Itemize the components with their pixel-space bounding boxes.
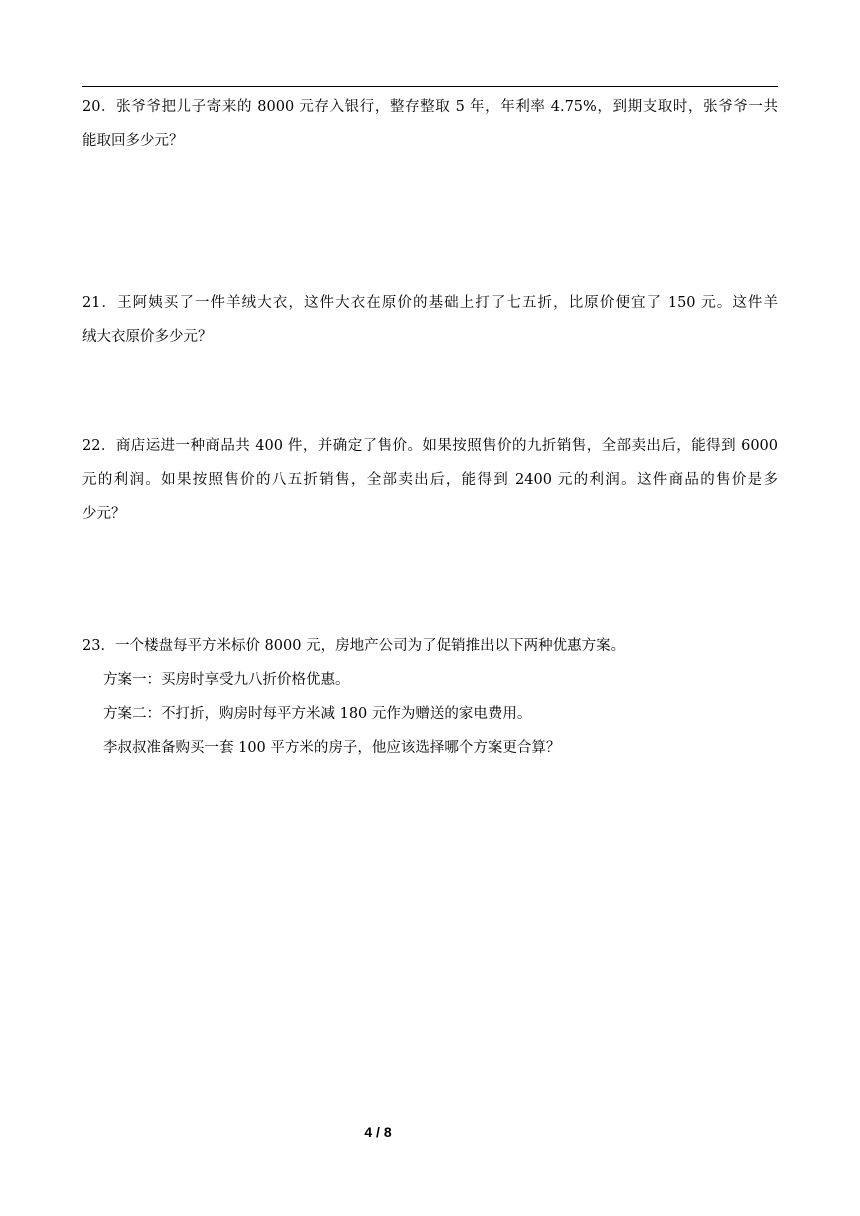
- question-23: [82, 629, 778, 765]
- question-20-line-1: 20．张爷爷把儿子寄来的 8000 元存入银行，整存整取 5 年，年利率 4.75%，到期支取时，张爷爷一共: [82, 99, 778, 115]
- question-21-line-1: 21．王阿姨买了一件羊绒大衣，这件大衣在原价的基础上打了七五折，比原价便宜了 150 元。这件羊: [82, 295, 778, 311]
- question-21: [82, 286, 778, 354]
- question-23-option-2: 方案二：不打折，购房时每平方米减 180 元作为赠送的家电费用。: [103, 706, 532, 722]
- question-22-line-3: 少元？: [82, 506, 126, 522]
- question-21-line-2: 绒大衣原价多少元？: [82, 329, 213, 345]
- header-rule: [82, 86, 778, 87]
- page-number: 4 / 8: [364, 1124, 392, 1140]
- question-23-option-1: 方案一：买房时享受九八折价格优惠。: [103, 672, 350, 688]
- question-20: [82, 90, 778, 158]
- question-22: [82, 429, 778, 531]
- question-22-line-2: 元的利润。如果按照售价的八五折销售，全部卖出后，能得到 2400 元的利润。这件商品的售价是多: [82, 472, 778, 488]
- question-20-line-2: 能取回多少元？: [82, 133, 184, 149]
- question-23-line-1: 23．一个楼盘每平方米标价 8000 元，房地产公司为了促销推出以下两种优惠方案。: [82, 638, 626, 654]
- question-23-question: 李叔叔准备购买一套 100 平方米的房子，他应该选择哪个方案更合算？: [103, 740, 561, 756]
- question-22-line-1: 22．商店运进一种商品共 400 件，并确定了售价。如果按照售价的九折销售，全部卖出后，能得到 6000: [82, 438, 778, 454]
